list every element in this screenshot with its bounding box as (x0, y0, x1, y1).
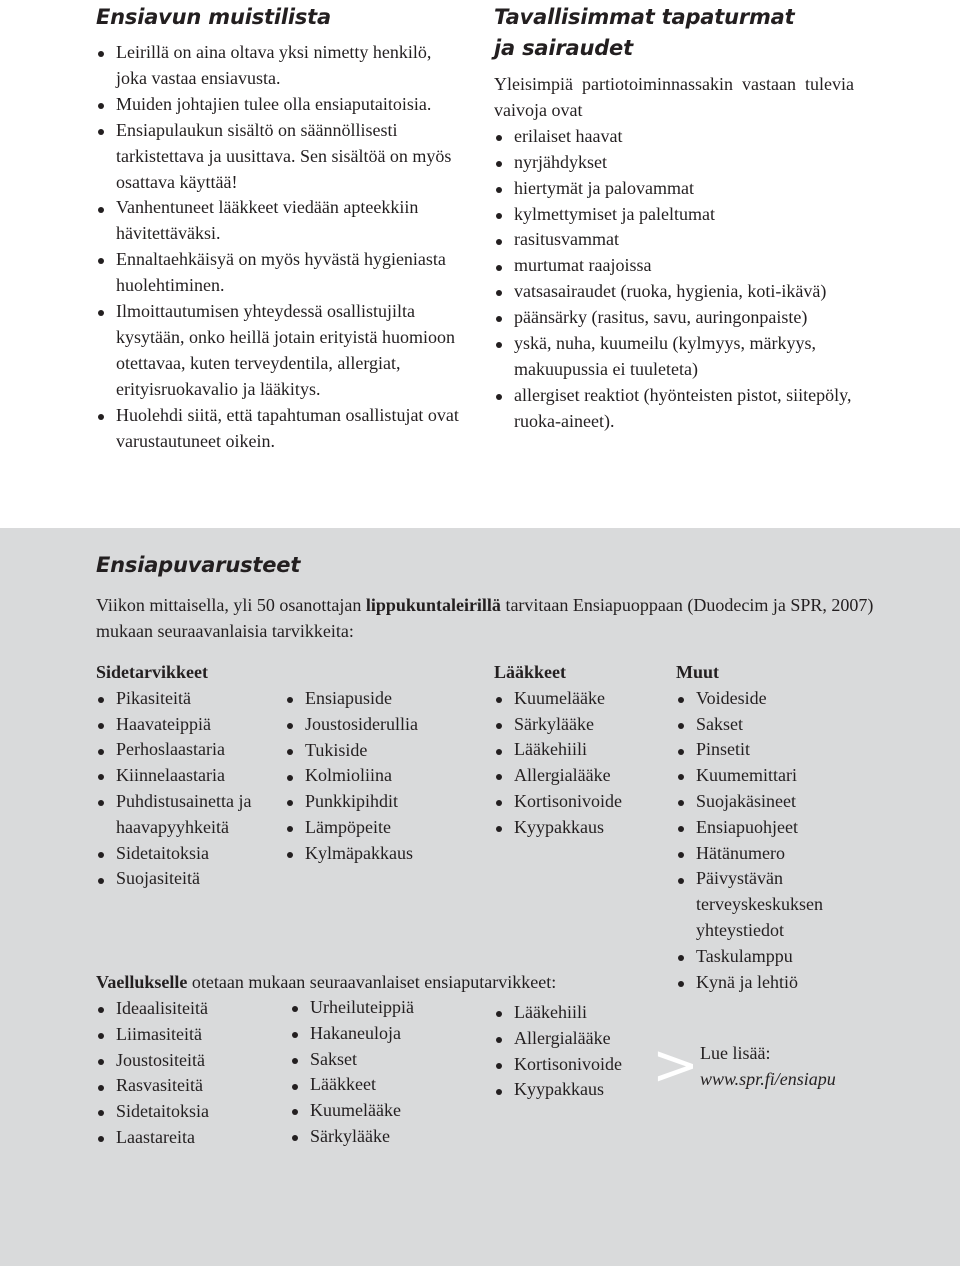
list-item: Sidetaitoksia (96, 841, 286, 867)
list-item: Lääkkeet (290, 1072, 470, 1098)
list-item: Kiinnelaastaria (96, 763, 286, 789)
list-item: Haavateippiä (96, 712, 286, 738)
other-heading: Muut (676, 662, 720, 682)
equipment-intro (96, 592, 886, 644)
list-item: Ensiapulaukun sisältö on säännöllisesti tarkistettava ja uusittava. Sen sisältöä on myös osattava käyttää! (96, 118, 466, 196)
list-item: allergiset reaktiot (hyönteisten pistot, siitepöly, ruoka-aineet). (494, 383, 854, 435)
bandages-heading: Sidetarvikkeet (96, 662, 208, 682)
list-item: nyrjähdykset (494, 150, 854, 176)
accidents-heading (494, 2, 795, 64)
list-item: Joustosiderullia (285, 712, 475, 738)
other-list (676, 686, 846, 996)
medicines-heading: Lääkkeet (494, 662, 566, 682)
list-item: Kolmioliina (285, 763, 475, 789)
accidents-intro: Yleisimpiä partiotoiminnassakin vastaan tulevia vaivoja ovat (494, 74, 854, 120)
hiking-column-1 (96, 996, 276, 1151)
list-item: Voideside (676, 686, 846, 712)
bandages-list-2 (285, 686, 475, 867)
list-item: Allergialääke (494, 1026, 664, 1052)
list-item: Hätänumero (676, 841, 846, 867)
list-item: Päivystävän terveyskeskuksen yhteystiedot (676, 866, 846, 943)
list-item: Ensiapuside (285, 686, 475, 712)
list-item: hiertymät ja palovammat (494, 176, 854, 202)
hiking-intro (96, 970, 656, 996)
hiking-list-3 (494, 1000, 664, 1103)
list-item: Sidetaitoksia (96, 1099, 276, 1125)
equipment-intro-bold: lippukuntaleirillä (365, 595, 501, 615)
list-item: Hakaneuloja (290, 1021, 470, 1047)
list-item: Kyypakkaus (494, 815, 664, 841)
list-item: Sakset (676, 712, 846, 738)
read-more-label: Lue lisää: (700, 1043, 771, 1063)
read-more (700, 1040, 836, 1092)
list-item: Allergialääke (494, 763, 664, 789)
list-item: Ensiapuohjeet (676, 815, 846, 841)
accidents-heading-line1: Tavallisimmat tapaturmat (494, 5, 795, 29)
list-item: Pikasiteitä (96, 686, 286, 712)
list-item: Lääkehiili (494, 1000, 664, 1026)
read-more-link[interactable]: www.spr.fi/ensiapu (700, 1069, 836, 1089)
list-item: Kylmäpakkaus (285, 841, 475, 867)
list-item: Liimasiteitä (96, 1022, 276, 1048)
other-column (676, 660, 846, 995)
list-item: päänsärky (rasitus, savu, auringonpaiste) (494, 305, 854, 331)
list-item: Ideaalisiteitä (96, 996, 276, 1022)
list-item: Vanhentuneet lääkkeet viedään apteekkiin hävitettäväksi. (96, 195, 466, 247)
list-item: Särkylääke (290, 1124, 470, 1150)
bandages-column-2 (285, 686, 475, 867)
list-item: Laastareita (96, 1125, 276, 1151)
list-item: Pinsetit (676, 737, 846, 763)
list-item: Kuumemittari (676, 763, 846, 789)
hiking-list-1 (96, 996, 276, 1151)
list-item: Puhdistusainetta ja haavapyyhkeitä (96, 789, 286, 841)
equipment-intro-after: tarvitaan Ensiapuoppaan (Duodecim ja SPR, 2007) mukaan seuraavanlaisia tarvikkeita: (96, 595, 874, 641)
list-item: yskä, nuha, kuumeilu (kylmyys, märkyys, makuupussia ei tuuleteta) (494, 331, 854, 383)
list-item: Rasvasiteitä (96, 1073, 276, 1099)
bandages-list-1 (96, 686, 286, 892)
list-item: vatsasairaudet (ruoka, hygienia, koti-ikävä) (494, 279, 854, 305)
list-item: Ilmoittautumisen yhteydessä osallistujilta kysytään, onko heillä jotain erityistä huomioon otettavaa, kuten terveydentila, allergiat, erityisruokavalio ja lääkitys. (96, 299, 466, 403)
hiking-column-2 (290, 995, 470, 1150)
medicines-column (494, 660, 664, 841)
list-item: Suojasiteitä (96, 866, 286, 892)
accidents-heading-line2: ja sairaudet (494, 36, 633, 60)
list-item: Kynä ja lehtiö (676, 970, 846, 996)
bandages-column-1 (96, 660, 286, 892)
chevron-right-icon: > (652, 1033, 699, 1098)
hiking-intro-bold: Vaellukselle (96, 972, 188, 992)
equipment-heading: Ensiapuvarusteet (96, 553, 301, 577)
list-item: Lääkehiili (494, 737, 664, 763)
list-item: Joustositeitä (96, 1048, 276, 1074)
list-item: Punkkipihdit (285, 789, 475, 815)
hiking-column-3 (494, 1000, 664, 1103)
list-item: Kortisonivoide (494, 1052, 664, 1078)
list-item: Tukiside (285, 738, 475, 764)
checklist-list (96, 40, 466, 455)
list-item: Huolehdi siitä, että tapahtuman osallistujat ovat varustautuneet oikein. (96, 403, 466, 455)
list-item: Perhoslaastaria (96, 737, 286, 763)
list-item: rasitusvammat (494, 227, 854, 253)
accidents-section (494, 72, 854, 435)
list-item: kylmettymiset ja paleltumat (494, 202, 854, 228)
list-item: Kortisonivoide (494, 789, 664, 815)
list-item: Särkylääke (494, 712, 664, 738)
list-item: murtumat raajoissa (494, 253, 854, 279)
list-item: Muiden johtajien tulee olla ensiaputaitoisia. (96, 92, 466, 118)
list-item: Kuumelääke (494, 686, 664, 712)
list-item: Ennaltaehkäisyä on myös hyvästä hygieniasta huolehtiminen. (96, 247, 466, 299)
list-item: Kyypakkaus (494, 1077, 664, 1103)
equipment-intro-before: Viikon mittaisella, yli 50 osanottajan (96, 595, 366, 615)
list-item: Suojakäsineet (676, 789, 846, 815)
list-item: erilaiset haavat (494, 124, 854, 150)
list-item: Leirillä on aina oltava yksi nimetty henkilö, joka vastaa ensiavusta. (96, 40, 466, 92)
checklist-heading: Ensiavun muistilista (96, 5, 331, 29)
list-item: Urheiluteippiä (290, 995, 470, 1021)
hiking-list-2 (290, 995, 470, 1150)
medicines-list (494, 686, 664, 841)
list-item: Lämpöpeite (285, 815, 475, 841)
accidents-list (494, 124, 854, 435)
list-item: Kuumelääke (290, 1098, 470, 1124)
hiking-intro-rest: otetaan mukaan seuraavanlaiset ensiaputarvikkeet: (187, 972, 557, 992)
list-item: Taskulamppu (676, 944, 846, 970)
list-item: Sakset (290, 1047, 470, 1073)
